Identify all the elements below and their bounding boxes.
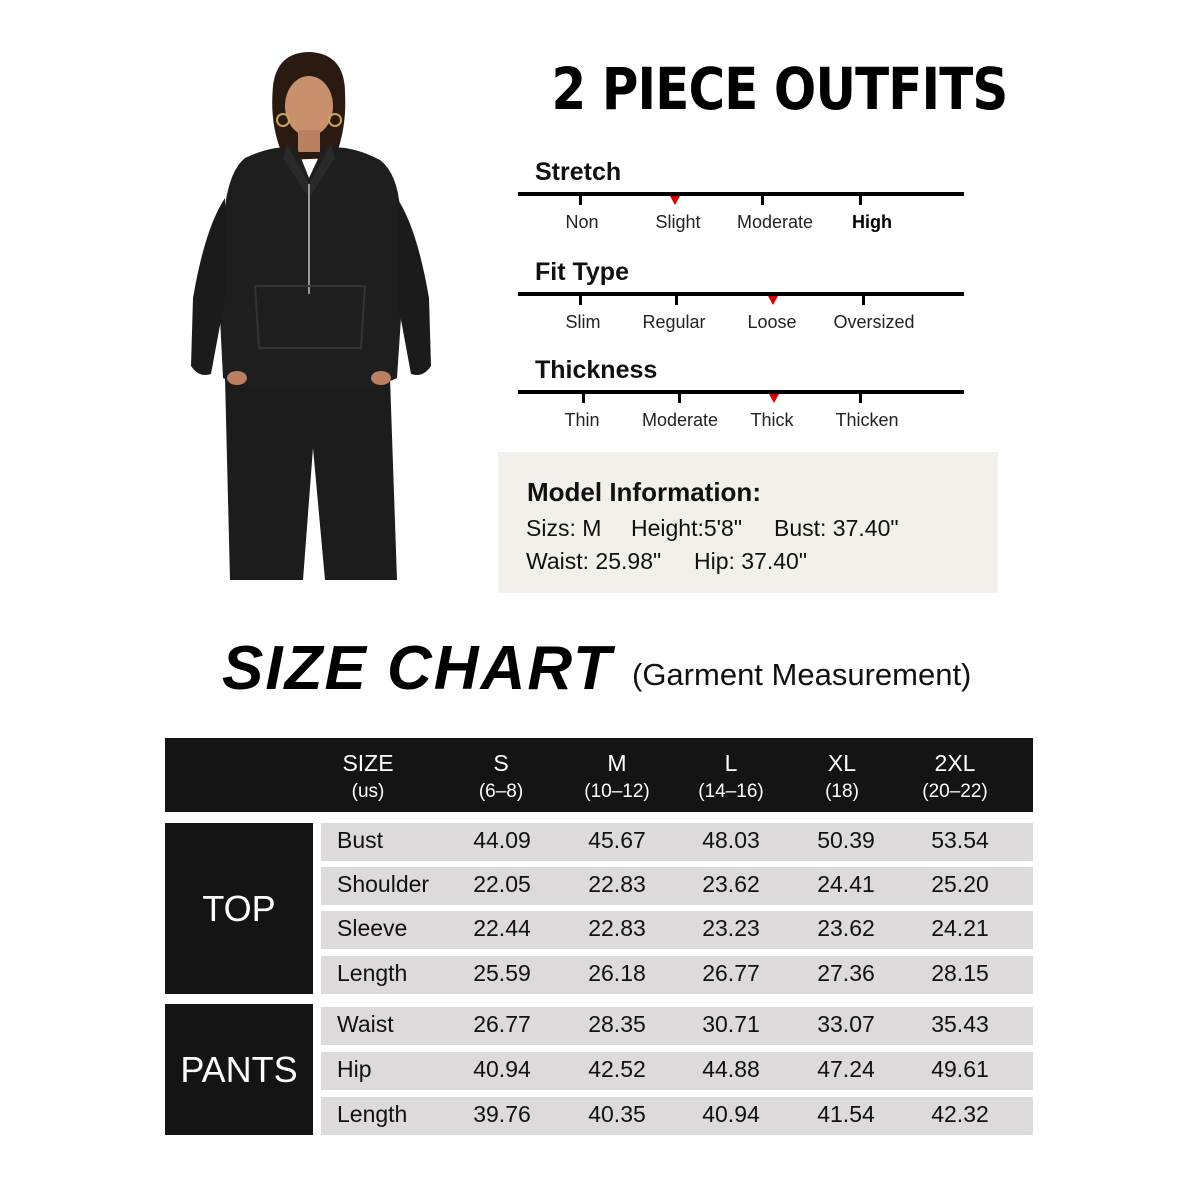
scale-title: Fit Type bbox=[535, 258, 629, 286]
table-cell: 25.59 bbox=[473, 960, 531, 986]
scale-tick bbox=[582, 394, 585, 403]
table-cell: 40.35 bbox=[588, 1101, 646, 1127]
table-row bbox=[321, 1052, 1033, 1090]
table-row bbox=[321, 823, 1033, 861]
scale-option: Slim bbox=[565, 312, 601, 332]
scale-option: Non bbox=[565, 212, 599, 232]
header-cell: 2XL (20–22) bbox=[922, 750, 988, 802]
scale-option: Thin bbox=[564, 410, 600, 430]
scale-tick bbox=[859, 394, 862, 403]
table-cell: 41.54 bbox=[817, 1101, 875, 1127]
table-cell: 27.36 bbox=[817, 960, 875, 986]
table-cell: 23.62 bbox=[702, 871, 760, 897]
table-cell: 45.67 bbox=[588, 827, 646, 853]
selected-marker bbox=[670, 196, 680, 205]
scale-option: Loose bbox=[747, 312, 797, 332]
row-label: Hip bbox=[337, 1056, 372, 1082]
table-cell: 47.24 bbox=[817, 1056, 875, 1082]
table-row bbox=[321, 1007, 1033, 1045]
model-information-box bbox=[498, 452, 998, 593]
table-cell: 44.88 bbox=[702, 1056, 760, 1082]
table-cell: 28.35 bbox=[588, 1011, 646, 1037]
table-cell: 50.39 bbox=[817, 827, 875, 853]
scale-tick bbox=[761, 196, 764, 205]
table-cell: 25.20 bbox=[931, 871, 989, 897]
selected-marker bbox=[768, 296, 778, 305]
table-cell: 23.23 bbox=[702, 915, 760, 941]
table-cell: 24.21 bbox=[931, 915, 989, 941]
table-cell: 44.09 bbox=[473, 827, 531, 853]
table-cell: 22.83 bbox=[588, 915, 646, 941]
scale-title: Thickness bbox=[535, 356, 658, 384]
scale-tick bbox=[579, 296, 582, 305]
row-label: Length bbox=[337, 960, 408, 986]
table-cell: 49.61 bbox=[931, 1056, 989, 1082]
row-label: Length bbox=[337, 1101, 408, 1127]
table-cell: 26.77 bbox=[702, 960, 760, 986]
page-title: 2 PIECE OUTFITS bbox=[551, 55, 1008, 123]
group-label-top: TOP bbox=[165, 823, 313, 994]
table-cell: 48.03 bbox=[702, 827, 760, 853]
table-cell: 22.44 bbox=[473, 915, 531, 941]
model-hip: Hip: 37.40" bbox=[694, 548, 808, 574]
scale-option: High bbox=[852, 212, 892, 232]
table-cell: 24.41 bbox=[817, 871, 875, 897]
scale-option: Slight bbox=[655, 212, 701, 232]
row-label: Bust bbox=[337, 827, 384, 853]
table-cell: 22.83 bbox=[588, 871, 646, 897]
model-waist: Waist: 25.98" bbox=[526, 548, 662, 574]
table-row bbox=[321, 1097, 1033, 1135]
scale-option: Moderate bbox=[736, 212, 814, 232]
table-cell: 26.77 bbox=[473, 1011, 531, 1037]
header-cell: M (10–12) bbox=[584, 750, 650, 802]
scale-tick bbox=[678, 394, 681, 403]
table-cell: 22.05 bbox=[473, 871, 531, 897]
row-label: Waist bbox=[337, 1011, 394, 1037]
table-cell: 28.15 bbox=[931, 960, 989, 986]
model-height: Height:5'8" bbox=[631, 515, 743, 541]
table-cell: 53.54 bbox=[931, 827, 989, 853]
table-cell: 26.18 bbox=[588, 960, 646, 986]
scale-option: Thick bbox=[750, 410, 794, 430]
scale-option: Moderate bbox=[641, 410, 719, 430]
size-table-header bbox=[165, 738, 1033, 812]
scale-option: Oversized bbox=[833, 312, 915, 332]
scale-tick bbox=[579, 196, 582, 205]
table-cell: 23.62 bbox=[817, 915, 875, 941]
size-chart-subtitle: (Garment Measurement) bbox=[632, 657, 972, 692]
table-cell: 40.94 bbox=[473, 1056, 531, 1082]
row-label: Sleeve bbox=[337, 915, 408, 941]
size-chart-title: SIZE CHART bbox=[222, 634, 613, 703]
table-cell: 30.71 bbox=[702, 1011, 760, 1037]
header-cell: SIZE (us) bbox=[342, 750, 394, 802]
table-cell: 35.43 bbox=[931, 1011, 989, 1037]
table-cell: 42.32 bbox=[931, 1101, 989, 1127]
scale-option: Regular bbox=[642, 312, 706, 332]
scale-line bbox=[518, 192, 964, 196]
scale-title: Stretch bbox=[535, 158, 622, 186]
table-row bbox=[321, 911, 1033, 949]
table-cell: 39.76 bbox=[473, 1101, 531, 1127]
model-photo bbox=[185, 48, 435, 580]
scale-tick bbox=[675, 296, 678, 305]
scale-option: Thicken bbox=[835, 410, 899, 430]
header-cell: S (6–8) bbox=[478, 750, 524, 802]
table-cell: 33.07 bbox=[817, 1011, 875, 1037]
table-row bbox=[321, 956, 1033, 994]
table-cell: 40.94 bbox=[702, 1101, 760, 1127]
header-cell: XL (18) bbox=[825, 750, 859, 802]
selected-marker bbox=[769, 394, 779, 403]
table-cell: 42.52 bbox=[588, 1056, 646, 1082]
model-size: Sizs: M bbox=[526, 515, 602, 541]
scale-tick bbox=[859, 196, 862, 205]
row-label: Shoulder bbox=[337, 871, 430, 897]
scale-tick bbox=[862, 296, 865, 305]
scale-line bbox=[518, 292, 964, 296]
table-row bbox=[321, 867, 1033, 905]
model-bust: Bust: 37.40" bbox=[774, 515, 899, 541]
group-label-pants: PANTS bbox=[165, 1004, 313, 1135]
model-info-title: Model Information: bbox=[527, 477, 761, 507]
header-cell: L (14–16) bbox=[698, 750, 764, 802]
